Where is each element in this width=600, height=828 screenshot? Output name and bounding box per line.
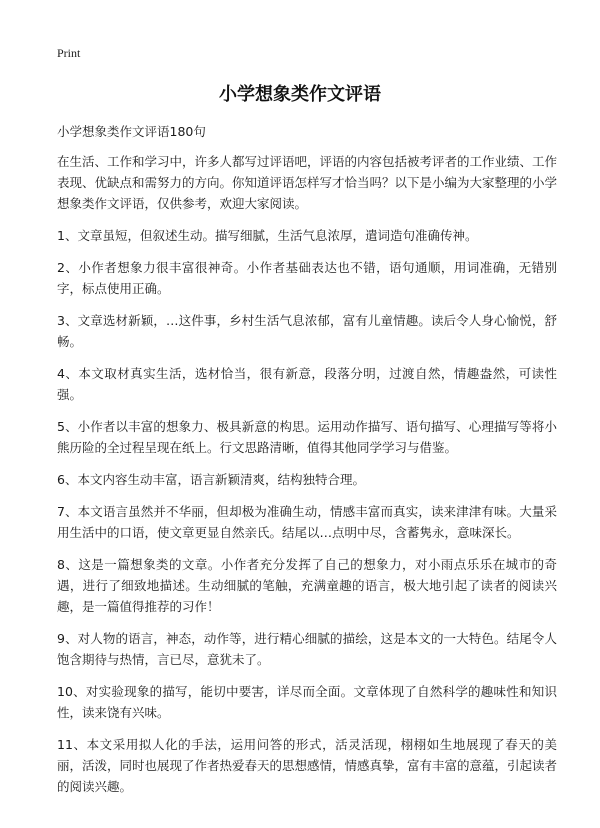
comment-paragraph: 5、小作者以丰富的想象力、极具新意的构思。运用动作描写、语句描写、心理描写等将小熊历险的全过程呈现在纸上。行文思路清晰，值得其他同学学习与借鉴。 <box>57 419 557 455</box>
comment-paragraph: 3、文章选材新颖，…这件事，乡村生活气息浓郁，富有儿童情趣。读后令人身心愉悦，舒畅。 <box>57 313 557 349</box>
intro-paragraph: 在生活、工作和学习中，许多人都写过评语吧，评语的内容包括被考评者的工作业绩、工作表现、优缺点和需努力的方向。你知道评语怎样写才恰当吗？以下是小编为大家整理的小学想象类作文评语，仅供参考，欢迎大家阅读。 <box>57 154 558 211</box>
comment-paragraph: 7、本文语言虽然并不华丽，但却极为准确生动，情感丰富而真实，读来津津有味。大量采用生活中的口语，使文章更显自然亲氏。结尾以…点明中尽，含蓄隽永，意味深长。 <box>57 504 557 540</box>
article-subtitle: 小学想象类作文评语180句 <box>57 124 206 139</box>
comment-paragraph: 4、本文取材真实生活，选材恰当，很有新意，段落分明，过渡自然，情趣盎然，可读性强。 <box>57 366 557 402</box>
comment-paragraph: 11、本文采用拟人化的手法，运用问答的形式，活灵活现，栩栩如生地展现了春天的美丽，活泼，同时也展现了作者热爱春天的思想感情，情感真挚，富有丰富的意蕴，引起读者的阅读兴趣。 <box>57 737 558 794</box>
page-title: 小学想象类作文评语 <box>219 84 381 105</box>
comment-paragraph: 2、小作者想象力很丰富很神奇。小作者基础表达也不错，语句通顺，用词准确，无错别字，标点使用正确。 <box>57 260 557 296</box>
comment-paragraph: 10、对实验现象的描写，能切中要害，详尽而全面。文章体现了自然科学的趣味性和知识性，读来饶有兴味。 <box>57 684 557 720</box>
comment-paragraph: 1、文章虽短，但叙述生动。描写细腻，生活气息浓厚，遣词造句准确传神。 <box>57 228 478 243</box>
comment-paragraph: 6、本文内容生动丰富，语言新颖清爽，结构独特合理。 <box>57 472 365 487</box>
comment-paragraph: 8、这是一篇想象类的文章。小作者充分发挥了自己的想象力，对小雨点乐乐在城市的奇遇，进行了细致地描述。生动细腻的笔触，充满童趣的语言，极大地引起了读者的阅读兴趣，是一篇值得推荐的习作！ <box>57 557 557 614</box>
article-body <box>57 121 557 808</box>
comment-paragraph: 9、对人物的语言，神态，动作等，进行精心细腻的描绘，这是本文的一大特色。结尾令人饱含期待与热情，言已尽，意犹未了。 <box>57 631 557 667</box>
print-link[interactable]: Print <box>57 46 81 60</box>
